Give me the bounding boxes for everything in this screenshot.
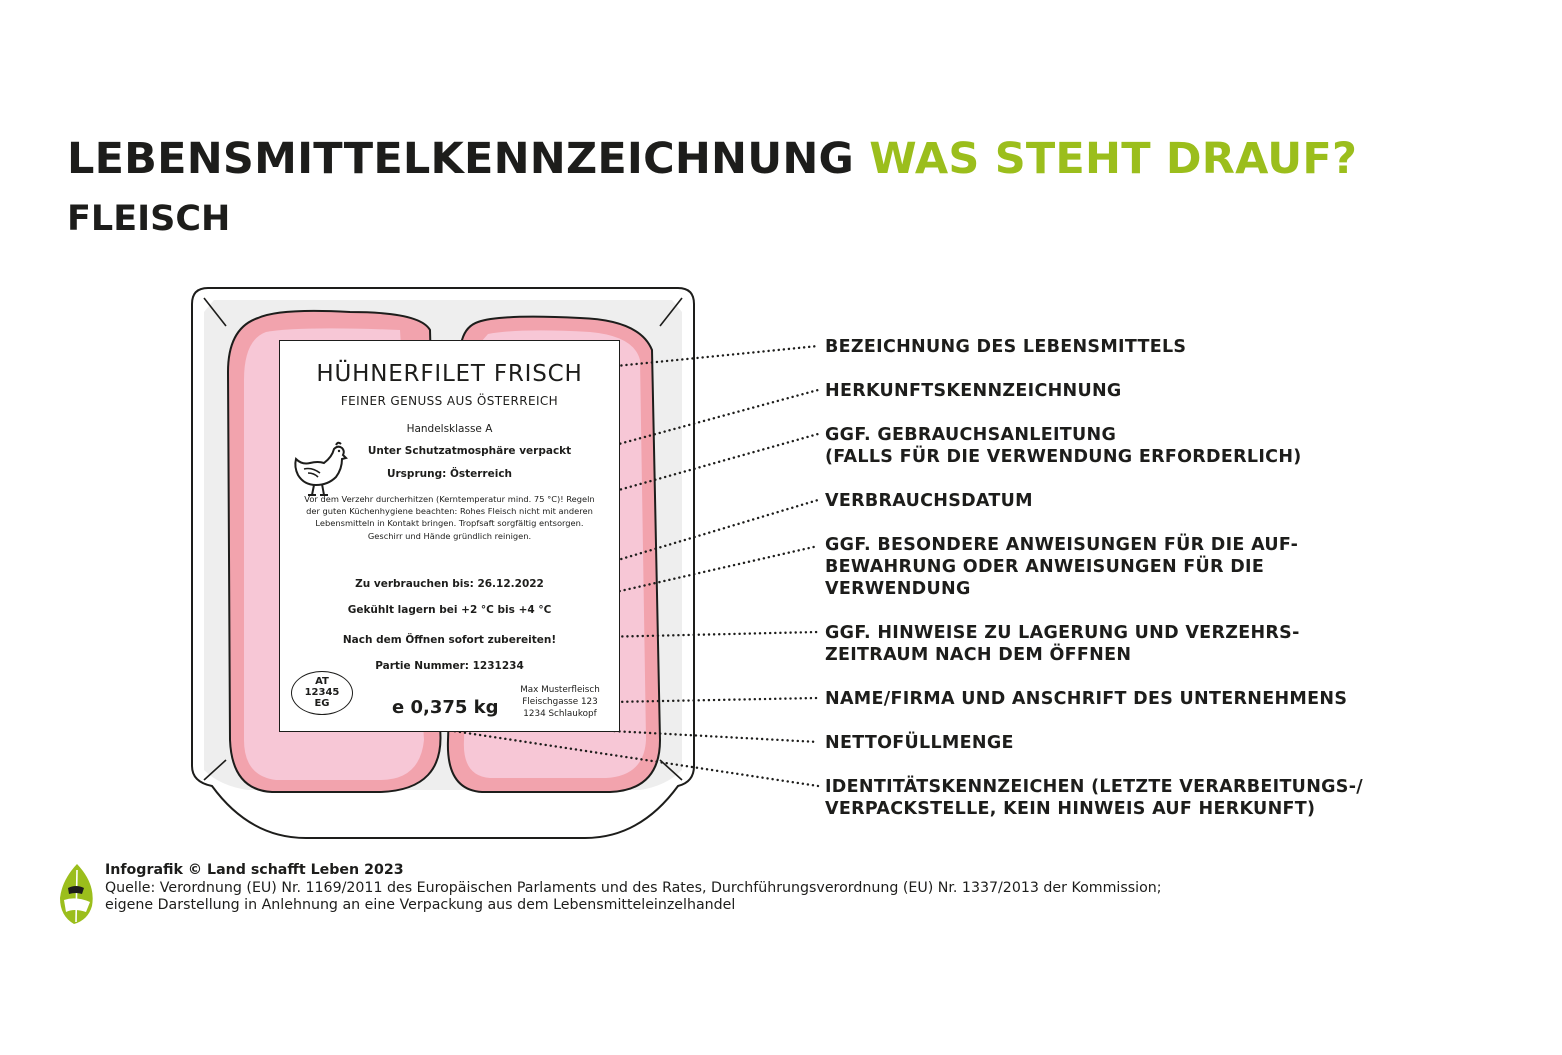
callout-line: HERKUNFTSKENNZEICHNUNG <box>825 381 1122 401</box>
callout-line: IDENTITÄTSKENNZEICHEN (LETZTE VERARBEITUNGS-/ <box>825 777 1363 797</box>
callout-line: BEZEICHNUNG DES LEBENSMITTELS <box>825 337 1187 357</box>
footer-credit: Infografik © Land schafft Leben 2023 <box>105 862 404 878</box>
callout-line: (FALLS FÜR DIE VERWENDUNG ERFORDERLICH) <box>825 447 1302 467</box>
grade-text: Handelsklasse A <box>406 423 493 435</box>
batch-text: Partie Nummer: 1231234 <box>375 660 524 672</box>
callout-line: ZEITRAUM NACH DEM ÖFFNEN <box>825 645 1132 665</box>
callout-storage-instructions <box>825 534 1298 600</box>
callout-line: GGF. BESONDERE ANWEISUNGEN FÜR DIE AUF- <box>825 535 1299 555</box>
identification-mark <box>291 671 353 715</box>
product-tagline: FEINER GENUSS AUS ÖSTERREICH <box>340 394 559 408</box>
product-label <box>279 340 620 732</box>
title-main: LEBENSMITTELKENNZEICHNUNG <box>67 134 855 184</box>
page-subtitle: FLEISCH <box>67 199 231 239</box>
callout-instructions <box>825 424 1302 468</box>
id-mark-line: 12345 <box>304 687 340 698</box>
callout-use-by-date <box>825 490 1033 512</box>
footer-source-line: Quelle: Verordnung (EU) Nr. 1169/2011 des Europäischen Parlaments und des Rates, Durchführungsverordnung (EU) Nr. 1337/2013 der Kommission; <box>105 879 1162 896</box>
footer <box>105 862 1162 915</box>
callout-after-opening <box>825 622 1300 666</box>
callout-line: GGF. GEBRAUCHSANLEITUNG <box>825 425 1117 445</box>
callout-line: VERWENDUNG <box>825 579 971 599</box>
after-opening-text: Nach dem Öffnen sofort zubereiten! <box>342 634 557 646</box>
callout-company <box>825 688 1347 710</box>
title-highlight: WAS STEHT DRAUF? <box>869 134 1358 184</box>
callout-origin-labelling <box>825 380 1122 402</box>
product-name: HÜHNERFILET FRISCH <box>316 361 583 387</box>
callout-line: NAME/FIRMA UND ANSCHRIFT DES UNTERNEHMENS <box>825 689 1348 709</box>
callout-food-name <box>825 336 1186 358</box>
net-quantity: e 0,375 kg <box>392 697 499 718</box>
callout-identification-mark <box>825 776 1363 820</box>
storage-text: Gekühlt lagern bei +2 °C bis +4 °C <box>347 604 552 616</box>
company-address <box>510 684 610 720</box>
id-mark-line: EG <box>314 698 330 709</box>
callout-line: NETTOFÜLLMENGE <box>825 733 1014 753</box>
callout-line: VERPACKSTELLE, KEIN HINWEIS AUF HERKUNFT) <box>825 799 1316 819</box>
footer-source-line: eigene Darstellung in Anlehnung an eine Verpackung aus dem Lebensmitteleinzelhandel <box>105 897 736 913</box>
company-line: 1234 Schlaukopf <box>523 709 597 719</box>
leaf-logo-icon <box>56 862 98 926</box>
callout-line: GGF. HINWEISE ZU LAGERUNG UND VERZEHRS- <box>825 623 1300 643</box>
instructions-text: Vor dem Verzehr durcherhitzen (Kerntemperatur mind. 75 °C)! Regeln der guten Küchenhygiene beachten: Rohes Fleisch nicht mit anderen Lebensmitteln in Kontakt bringen. Tropfsaft sorgfältig entsorgen. Geschirr und Hände gründlich reinigen. <box>304 494 595 541</box>
id-mark-line: AT <box>315 676 329 687</box>
company-line: Max Musterfleisch <box>520 685 600 695</box>
origin-text: Ursprung: Österreich <box>386 468 513 480</box>
use-by-text: Zu verbrauchen bis: 26.12.2022 <box>355 578 544 590</box>
company-line: Fleischgasse 123 <box>522 697 598 707</box>
callout-net-quantity <box>825 732 1014 754</box>
callout-line: BEWAHRUNG ODER ANWEISUNGEN FÜR DIE <box>825 557 1265 577</box>
callout-line: VERBRAUCHSDATUM <box>825 491 1033 511</box>
atmosphere-text: Unter Schutzatmosphäre verpackt <box>367 445 572 457</box>
